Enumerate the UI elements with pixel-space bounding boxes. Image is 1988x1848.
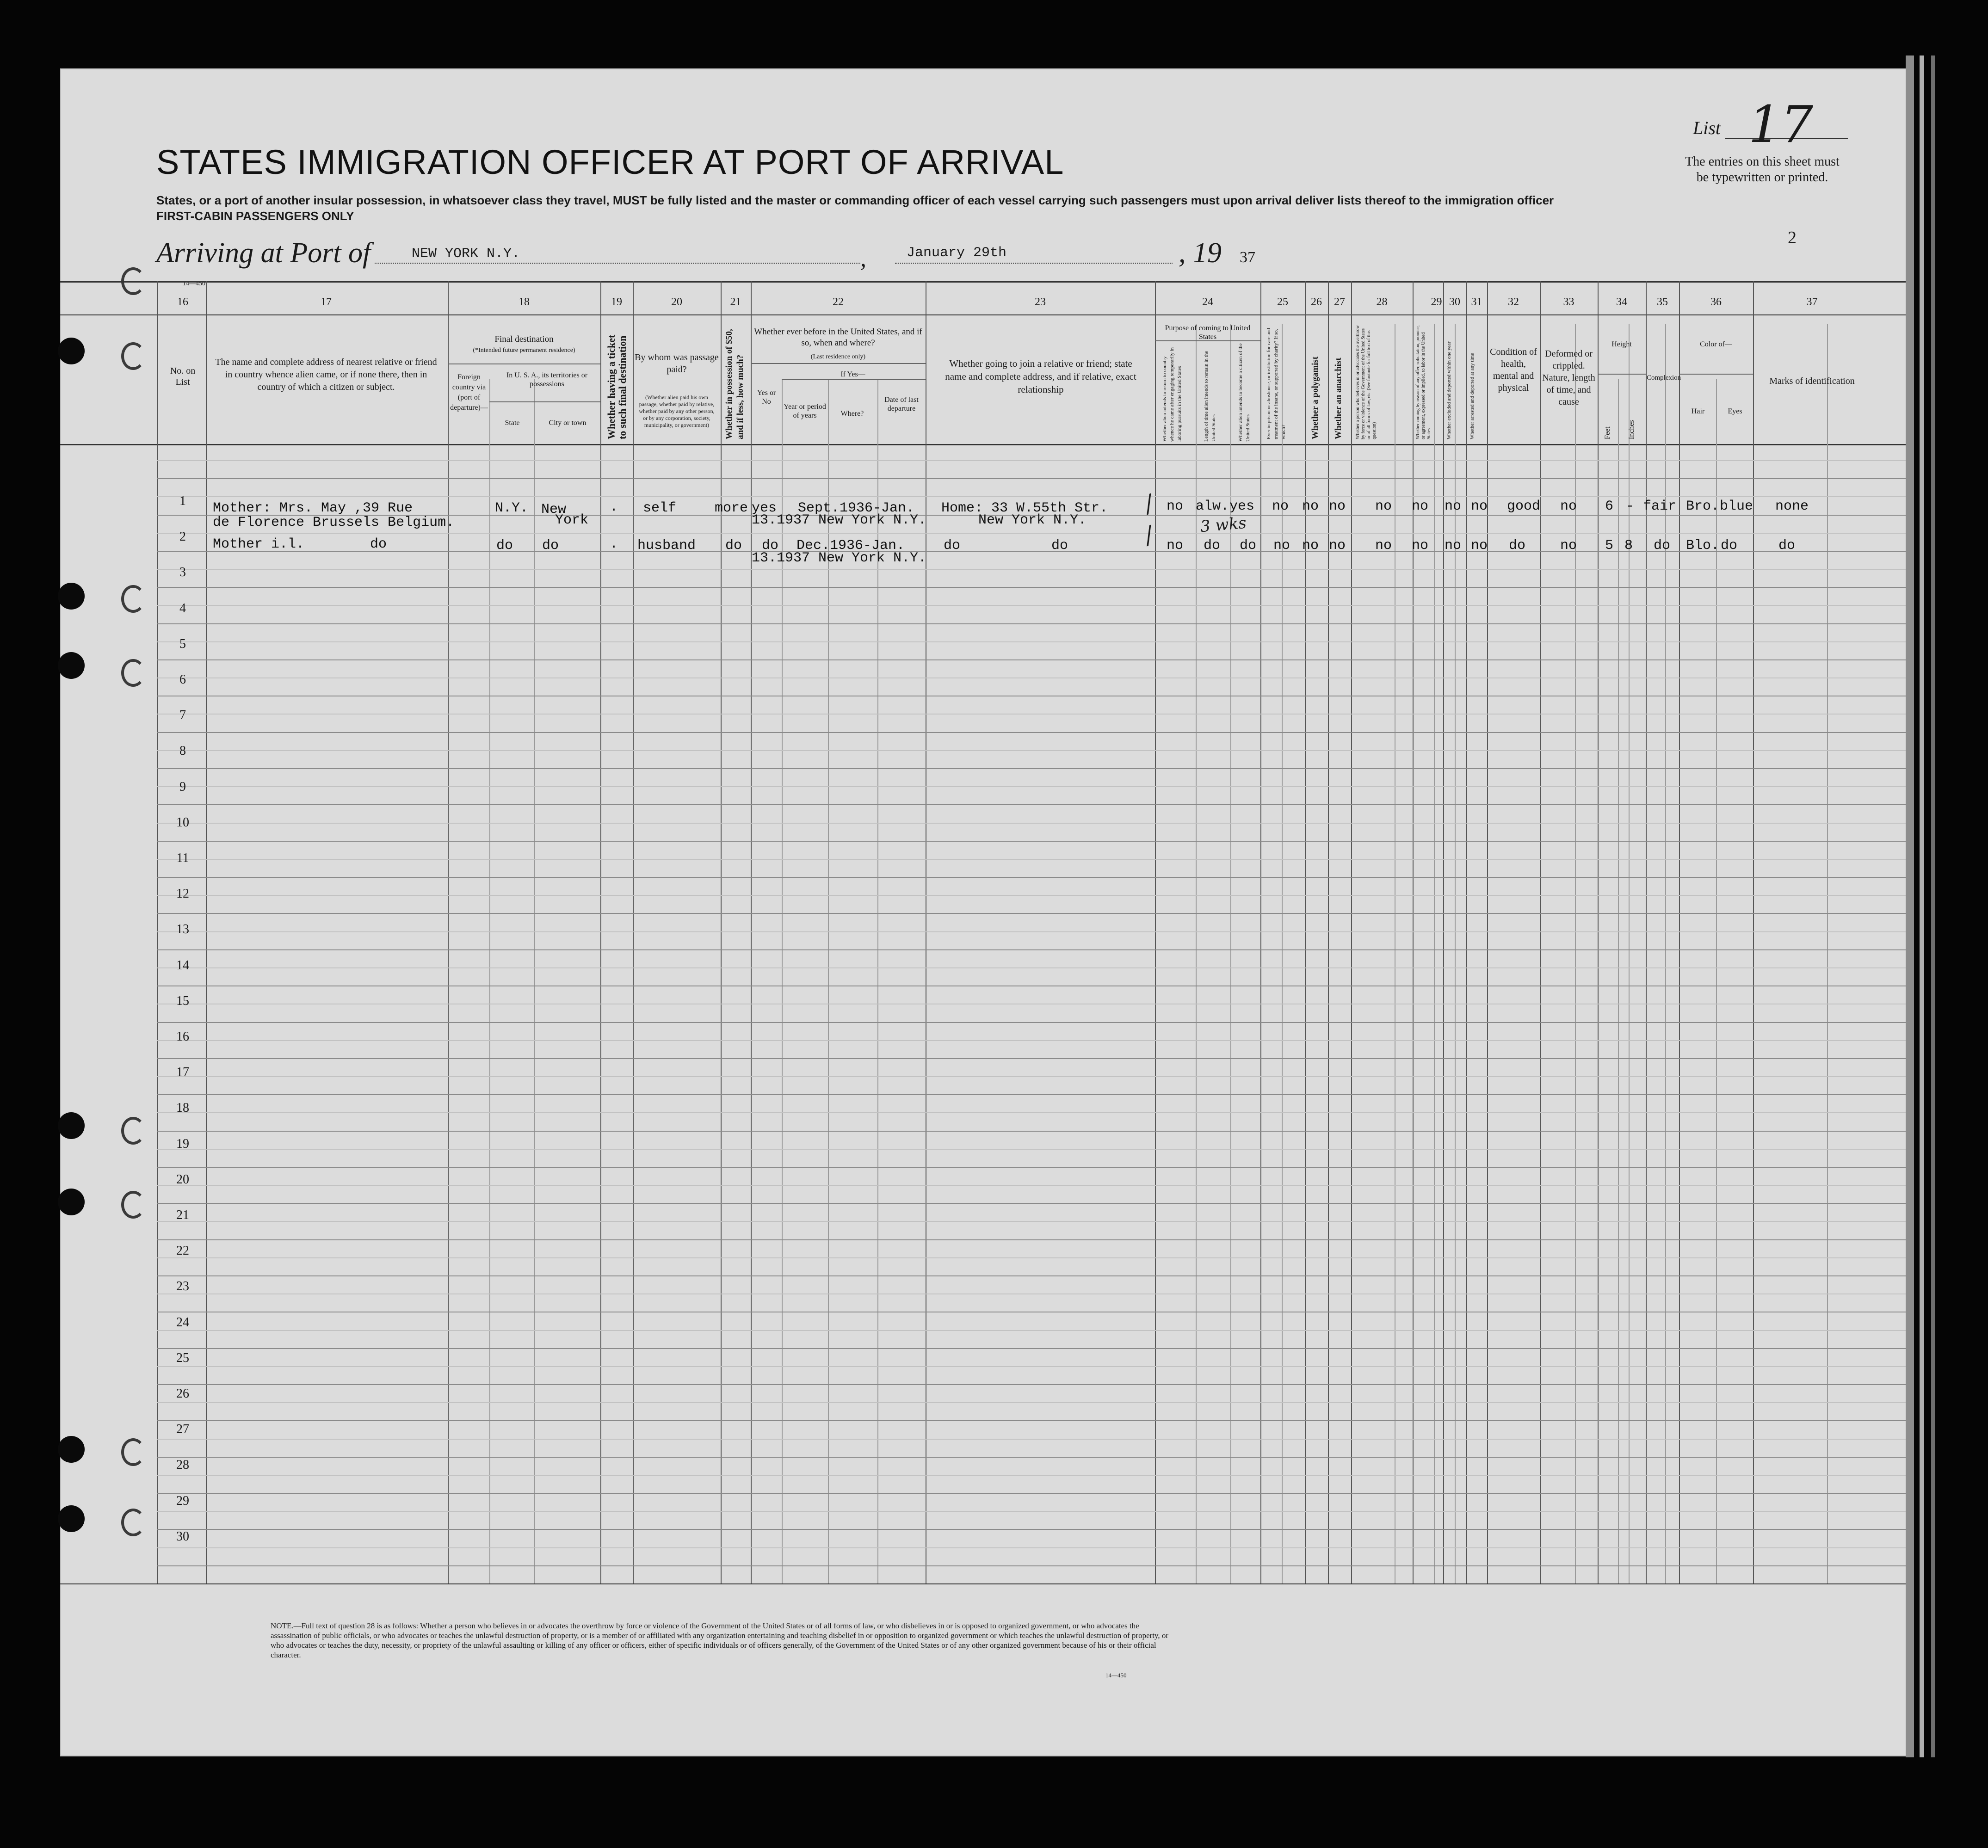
header-purpose-length: Length of time alien intends to remain in the United States <box>1204 351 1216 442</box>
header-polygamist: Whether a polygamist <box>1310 356 1320 439</box>
row-rule <box>157 1239 1906 1240</box>
header-q31: Whether arrested and deported at any time <box>1469 353 1475 439</box>
row-rule <box>157 1493 1906 1494</box>
colnum-33: 33 <box>1563 296 1574 308</box>
binder-hole <box>58 1436 85 1463</box>
row-rule <box>157 533 1906 534</box>
column-rule <box>206 281 207 1583</box>
row-number: 27 <box>176 1422 189 1436</box>
header-purpose-return: Whether alien intends to return to country whence he came after engaging temporarily in laboring pursuits in the United States <box>1162 347 1182 442</box>
header-subrule <box>1679 374 1753 375</box>
hand-tick: / <box>1140 521 1157 549</box>
header-hair: Hair <box>1691 407 1705 415</box>
row-number: 17 <box>176 1065 189 1079</box>
entry1-paid-by: self <box>643 500 677 516</box>
column-rule <box>600 281 601 1583</box>
ring-mark <box>121 1509 145 1536</box>
row-number: 6 <box>179 672 186 687</box>
entry1-ticket: . <box>610 499 618 515</box>
row-rule <box>157 841 1906 842</box>
entry2-joining-a: do <box>944 538 961 554</box>
row-rule <box>157 1547 1906 1548</box>
row-rule <box>157 1257 1906 1258</box>
header-prison: Ever in prison or almshouse, or institution for care and treatment of the insane, or supported by charity? If so, which? <box>1266 328 1286 439</box>
column-rule <box>157 281 158 1583</box>
row-rule <box>157 551 1906 552</box>
row-rule <box>157 1439 1906 1440</box>
header-last-residence: (Last residence only) <box>810 353 866 360</box>
entry1-city-line1: New <box>541 502 567 517</box>
row-rule <box>157 478 1906 479</box>
row-number: 13 <box>176 922 189 936</box>
ring-mark <box>121 1117 145 1145</box>
entry2-length: do <box>1204 538 1221 554</box>
entry2-relative-line1: Mother i.l. <box>213 536 305 552</box>
entry1-state: N.Y. <box>495 500 529 516</box>
row-number: 30 <box>176 1529 189 1544</box>
row-rule <box>157 1275 1906 1276</box>
entry2-money: do <box>725 538 742 554</box>
entry1-q31: no <box>1471 499 1488 514</box>
entry2-joining-b: do <box>1051 538 1068 554</box>
header-q29: Whether coming by reason of any offer, solicitation, promise, or agreement, expressed or implied, to labor in the United States <box>1415 325 1432 439</box>
column-rule <box>1305 281 1306 1583</box>
row-rule <box>157 1185 1906 1186</box>
binder-hole <box>58 1112 85 1139</box>
row-rule <box>157 750 1906 751</box>
entry2-hair: Blo. <box>1686 538 1720 554</box>
entry2-health: do <box>1509 538 1526 554</box>
header-marks: Marks of identification <box>1769 376 1855 386</box>
header-foreign-country: Foreign country via (port of departure)— <box>450 373 488 412</box>
colnum-20: 20 <box>671 296 682 308</box>
row-number: 5 <box>179 637 186 651</box>
entries-note <box>1647 154 1878 185</box>
column-rule <box>721 281 722 1583</box>
entry1-inches: - <box>1626 499 1635 514</box>
row-rule <box>157 1457 1906 1458</box>
entry2-q30: no <box>1445 538 1462 554</box>
header-year-period: Year or period of years <box>784 403 826 419</box>
entry1-city-line2: York <box>555 512 589 528</box>
row-rule <box>157 569 1906 570</box>
entry2-inches: 8 <box>1624 538 1633 554</box>
row-number: 7 <box>179 708 186 722</box>
row-rule <box>157 460 1906 461</box>
port-underline <box>375 263 860 264</box>
row-rule <box>157 967 1906 968</box>
header-purpose: Purpose of coming to United States <box>1165 324 1251 341</box>
entry2-citizen: do <box>1240 538 1257 554</box>
row-rule <box>157 659 1906 660</box>
entry1-eyes: blue <box>1720 499 1753 514</box>
entry1-citizen: yes <box>1229 499 1255 514</box>
row-number: 28 <box>176 1458 189 1472</box>
header-complexion: Complexion <box>1647 374 1681 382</box>
row-number: 23 <box>176 1279 189 1294</box>
row-number: 2 <box>179 530 186 544</box>
colnum-rule <box>60 314 1906 315</box>
row-rule <box>157 859 1906 860</box>
binder-hole <box>58 652 85 679</box>
footnote: NOTE.—Full text of question 28 is as follows: Whether a person who believes in or advocates the overthrow by force or violence of the Government of the United States or of all forms of law, or who disbelieves in or is opposed to organized government, or who advocates the assassination of public officials, or who advocates or teaches the unlawful destruction of property, or is a member of or affiliated with any organization entertaining and teaching disbelief in or opposition to organized government or which teaches the unlawful destruction of property, or who advocates or teaches the duty, necessity, or propriety of the unlawful assaulting or killing of any officer or officers, either of specific individuals or of officers generally, of the Government of the United States or of any other organized government because of his or their official character. <box>271 1621 1169 1659</box>
row-rule <box>157 732 1906 733</box>
date-underline <box>895 263 1173 264</box>
row-rule <box>157 1040 1906 1041</box>
row-rule <box>157 641 1906 642</box>
row-rule <box>157 804 1906 805</box>
page-edge <box>1931 55 1935 1757</box>
row-rule <box>157 949 1906 950</box>
column-rule <box>1260 281 1261 1583</box>
header-final-destination-note: (*Intended future permanent residence) <box>473 347 575 354</box>
header-relative: The name and complete address of nearest relative or friend in country whence alien came, or if none there, then in country of which a citizen or subject. <box>215 357 437 392</box>
entry1-q30: no <box>1445 499 1462 514</box>
row-number: 25 <box>176 1351 189 1365</box>
colnum-21: 21 <box>730 296 741 308</box>
entry1-q28: no <box>1375 499 1392 514</box>
column-rule <box>1679 281 1680 1583</box>
header-before-us: Whether ever before in the United States, and if so, when and where? <box>754 327 922 348</box>
ring-mark <box>121 659 145 687</box>
colnum-27: 27 <box>1334 296 1345 308</box>
row-rule <box>157 1149 1906 1150</box>
comma: , <box>860 246 866 272</box>
header-subrule <box>489 401 600 402</box>
column-rule <box>1155 281 1156 1583</box>
colnum-19: 19 <box>611 296 622 308</box>
entry2-eyes: do <box>1721 538 1738 554</box>
year-prefix: , 19 <box>1179 237 1222 269</box>
header-anarchist: Whether an anarchist <box>1334 357 1343 439</box>
entry2-q28: no <box>1375 538 1392 554</box>
colnum-37: 37 <box>1806 296 1818 308</box>
list-number: 17 <box>1748 95 1813 154</box>
ring-mark <box>121 1438 145 1466</box>
hand-tick: / <box>1140 489 1157 518</box>
column-rule <box>633 281 634 1583</box>
header-q30: Whether excluded and deported within one year <box>1446 341 1452 439</box>
header-q28: Whether a person who believes in or advocates the overthrow by force or violence of the Government of the United States or of all forms of law, etc. (See footnote for full text of this question) <box>1355 325 1377 439</box>
row-rule <box>157 1221 1906 1222</box>
entry1-feet: 6 <box>1605 499 1614 514</box>
row-number: 16 <box>176 1029 189 1044</box>
entry2-deformed: no <box>1560 538 1577 554</box>
entry2-return: no <box>1167 538 1184 554</box>
entry1-period-line2: 13.1937 New York N.Y. <box>752 512 927 528</box>
entry1-deformed: no <box>1560 499 1577 514</box>
header-subrule <box>782 379 926 380</box>
colnum-32: 32 <box>1508 296 1519 308</box>
colnum-36: 36 <box>1710 296 1722 308</box>
binder-hole <box>58 1189 85 1215</box>
column-rule <box>1598 281 1599 1583</box>
row-rule <box>157 768 1906 769</box>
page-number: 2 <box>1788 228 1797 247</box>
header-passage-note: (Whether alien paid his own passage, whether paid by relative, whether paid by any other person, or by any corporation, society, municipality, or government) <box>639 394 715 428</box>
column-rule <box>751 281 752 1583</box>
row-rule <box>157 605 1906 606</box>
row-number: 26 <box>176 1386 189 1401</box>
entry2-anarchist: no <box>1329 538 1346 554</box>
header-color: Color of— <box>1700 340 1732 348</box>
entry2-feet: 5 <box>1605 538 1614 554</box>
header-deformed: Deformed or crippled. Nature, length of time, and cause <box>1542 349 1595 407</box>
instructions-text: States, or a port of another insular possession, in whatsoever class they travel, MUST be fully listed and the master or commanding officer of each vessel carrying such passengers must upon arrival deliver lists thereof to the immigration officer <box>156 193 1554 207</box>
row-number: 24 <box>176 1315 189 1330</box>
binder-hole <box>58 1505 85 1532</box>
subcolumn-rule <box>1827 324 1828 1583</box>
row-rule <box>157 1167 1906 1168</box>
entry2-polygamist: no <box>1302 538 1319 554</box>
colnum-35: 35 <box>1657 296 1668 308</box>
row-rule <box>157 1131 1906 1132</box>
colnum-30: 30 <box>1449 296 1460 308</box>
header-last-departure: Date of last departure <box>884 396 919 413</box>
row-rule <box>157 1094 1906 1095</box>
list-label: List <box>1693 117 1721 138</box>
manifest-sheet <box>60 68 1910 1756</box>
entries-note-line1: The entries on this sheet must <box>1685 154 1840 169</box>
row-rule <box>157 1511 1906 1512</box>
header-health: Condition of health, mental and physical <box>1490 347 1537 393</box>
column-rule <box>1351 281 1352 1583</box>
row-rule <box>157 1402 1906 1403</box>
arriving-label: Arriving at Port of <box>156 237 371 269</box>
port-value: NEW YORK N.Y. <box>412 246 520 262</box>
entry1-joining-line2: New York N.Y. <box>978 512 1087 528</box>
page-edge <box>1906 55 1914 1757</box>
column-rule <box>448 281 449 1583</box>
header-purpose-citizen: Whether alien intends to become a citizen of the United States <box>1238 343 1251 442</box>
row-number: 20 <box>176 1172 189 1187</box>
row-number: 21 <box>176 1208 189 1222</box>
header-if-yes: If Yes— <box>840 370 865 378</box>
row-rule <box>157 1348 1906 1349</box>
row-rule <box>157 1529 1906 1530</box>
row-number: 12 <box>176 887 189 901</box>
colnum-25: 25 <box>1277 296 1288 308</box>
row-rule <box>157 877 1906 878</box>
entry2-period-line1: Dec.1936-Jan. <box>796 538 905 554</box>
column-rule <box>1487 281 1488 1583</box>
row-number: 15 <box>176 994 189 1008</box>
row-rule <box>157 895 1906 896</box>
colnum-17: 17 <box>321 296 332 308</box>
row-number: 11 <box>176 851 189 865</box>
header-inches: Inches <box>1628 420 1636 439</box>
entry1-before-yes: yes <box>752 500 777 516</box>
row-rule <box>157 823 1906 824</box>
row-rule <box>157 1330 1906 1331</box>
column-rule <box>1646 281 1647 1583</box>
arrival-date: January 29th <box>907 245 1007 261</box>
entry1-joining-line1: Home: 33 W.55th Str. <box>941 500 1108 516</box>
entry1-relative-line1: Mother: Mrs. May ,39 Rue <box>213 500 413 516</box>
row-rule <box>157 1076 1906 1077</box>
colnum-24: 24 <box>1202 296 1213 308</box>
column-rule <box>1753 281 1754 1583</box>
header-feet: Feet <box>1604 426 1611 439</box>
row-rule <box>157 1058 1906 1059</box>
class-line: FIRST-CABIN PASSENGERS ONLY <box>156 209 354 223</box>
entry1-return: no <box>1167 499 1184 514</box>
entry1-hair: Bro. <box>1686 499 1720 514</box>
row-rule <box>157 496 1906 497</box>
entry1-marks: none <box>1775 499 1809 514</box>
entry2-relative-do: do <box>370 536 387 552</box>
header-ticket: Whether having a ticket to such final destination <box>605 334 628 439</box>
entries-note-line2: be typewritten or printed. <box>1696 170 1828 185</box>
entry2-prison: no <box>1273 538 1290 554</box>
entry1-q29: no <box>1412 499 1429 514</box>
row-rule <box>157 1203 1906 1204</box>
entry2-marks: do <box>1778 538 1796 554</box>
entry2-ticket: . <box>610 536 618 552</box>
row-number: 18 <box>176 1101 189 1115</box>
column-rule <box>1466 281 1467 1583</box>
handwritten-note: 3 wks <box>1199 513 1247 536</box>
row-number: 3 <box>179 565 186 579</box>
entry1-complexion: fair <box>1643 499 1677 514</box>
column-rule <box>1413 281 1414 1583</box>
colnum-34: 34 <box>1616 296 1627 308</box>
row-number: 10 <box>176 815 189 830</box>
page-title: STATES IMMIGRATION OFFICER AT PORT OF ARRIVAL <box>156 143 1064 181</box>
row-rule <box>157 623 1906 624</box>
entry1-period-line1: Sept.1936-Jan. <box>798 500 915 516</box>
colnum-29: 29 <box>1431 296 1442 308</box>
header-passage-paid: By whom was passage paid? <box>635 352 719 375</box>
colnum-31: 31 <box>1471 296 1482 308</box>
row-number: 14 <box>176 958 189 973</box>
row-rule <box>157 714 1906 715</box>
header-in-usa: In U. S. A., its territories or possessions <box>506 371 588 388</box>
entry1-money: more <box>715 500 748 516</box>
entry1-relative-line2: de Florence Brussels Belgium. <box>213 515 455 530</box>
header-subrule <box>1598 374 1646 375</box>
page-edge <box>1920 55 1924 1757</box>
header-no-on-list: No. on List <box>170 366 196 387</box>
entry2-q31: no <box>1471 538 1488 554</box>
header-subrule <box>448 363 600 364</box>
ring-mark <box>121 1191 145 1219</box>
header-state: State <box>505 419 520 427</box>
entry1-length: alw. <box>1196 499 1229 514</box>
footer-form-number: 14—450 <box>1105 1672 1127 1679</box>
entry1-polygamist: no <box>1302 499 1319 514</box>
row-number: 19 <box>176 1137 189 1151</box>
table-bottom-rule <box>60 1583 1906 1584</box>
row-rule <box>157 1366 1906 1367</box>
ring-mark <box>121 342 145 370</box>
entry2-period-line2: 13.1937 New York N.Y. <box>752 550 927 566</box>
row-rule <box>157 931 1906 932</box>
entry2-q29: no <box>1412 538 1429 554</box>
entry2-before-yes: do <box>762 538 779 554</box>
table-top-rule <box>60 281 1906 283</box>
row-number: 29 <box>176 1494 189 1508</box>
header-fifty-dollars: Whether in possession of $50, and if less, how much? <box>724 329 745 439</box>
row-rule <box>157 1384 1906 1385</box>
header-joining: Whether going to join a relative or friend; state name and complete address, and if relative, exact relationship <box>945 358 1136 395</box>
binder-hole <box>58 583 85 610</box>
entry1-anarchist: no <box>1329 499 1346 514</box>
row-number: 1 <box>179 494 186 508</box>
entry2-paid-by: husband <box>637 538 696 554</box>
row-rule <box>157 913 1906 914</box>
colnum-18: 18 <box>519 296 530 308</box>
entry1-health: good <box>1507 499 1541 514</box>
entry2-complexion: do <box>1654 538 1671 554</box>
entry2-city: do <box>542 538 559 554</box>
year-suffix: 37 <box>1240 249 1255 266</box>
header-yes-no: Yes or No <box>757 389 776 406</box>
row-rule <box>157 1022 1906 1023</box>
ring-mark <box>121 585 145 613</box>
binder-hole <box>58 338 85 364</box>
form-number: 14—450 <box>183 280 205 287</box>
header-height: Height <box>1611 340 1632 348</box>
header-eyes: Eyes <box>1728 407 1742 415</box>
row-rule <box>157 1420 1906 1421</box>
colnum-23: 23 <box>1035 296 1046 308</box>
row-number: 22 <box>176 1244 189 1258</box>
row-rule <box>157 1475 1906 1476</box>
column-rule <box>1540 281 1541 1583</box>
colnum-26: 26 <box>1311 296 1322 308</box>
header-final-destination: Final destination <box>494 334 554 344</box>
row-rule <box>157 1112 1906 1113</box>
row-number: 4 <box>179 601 186 616</box>
row-number: 9 <box>179 780 186 794</box>
entry1-prison: no <box>1272 499 1289 514</box>
entry2-state: do <box>496 538 513 554</box>
row-rule <box>157 587 1906 588</box>
header-city: City or town <box>549 419 587 427</box>
row-number: 8 <box>179 744 186 758</box>
subcolumn-rule <box>1434 324 1435 1583</box>
colnum-28: 28 <box>1376 296 1388 308</box>
header-where: Where? <box>840 410 864 418</box>
colnum-16: 16 <box>177 296 188 308</box>
header-subrule <box>751 363 926 364</box>
column-rule <box>1328 281 1329 1583</box>
row-rule <box>157 1565 1906 1566</box>
colnum-22: 22 <box>833 296 844 308</box>
row-rule <box>157 786 1906 787</box>
column-rule <box>1443 281 1444 1583</box>
